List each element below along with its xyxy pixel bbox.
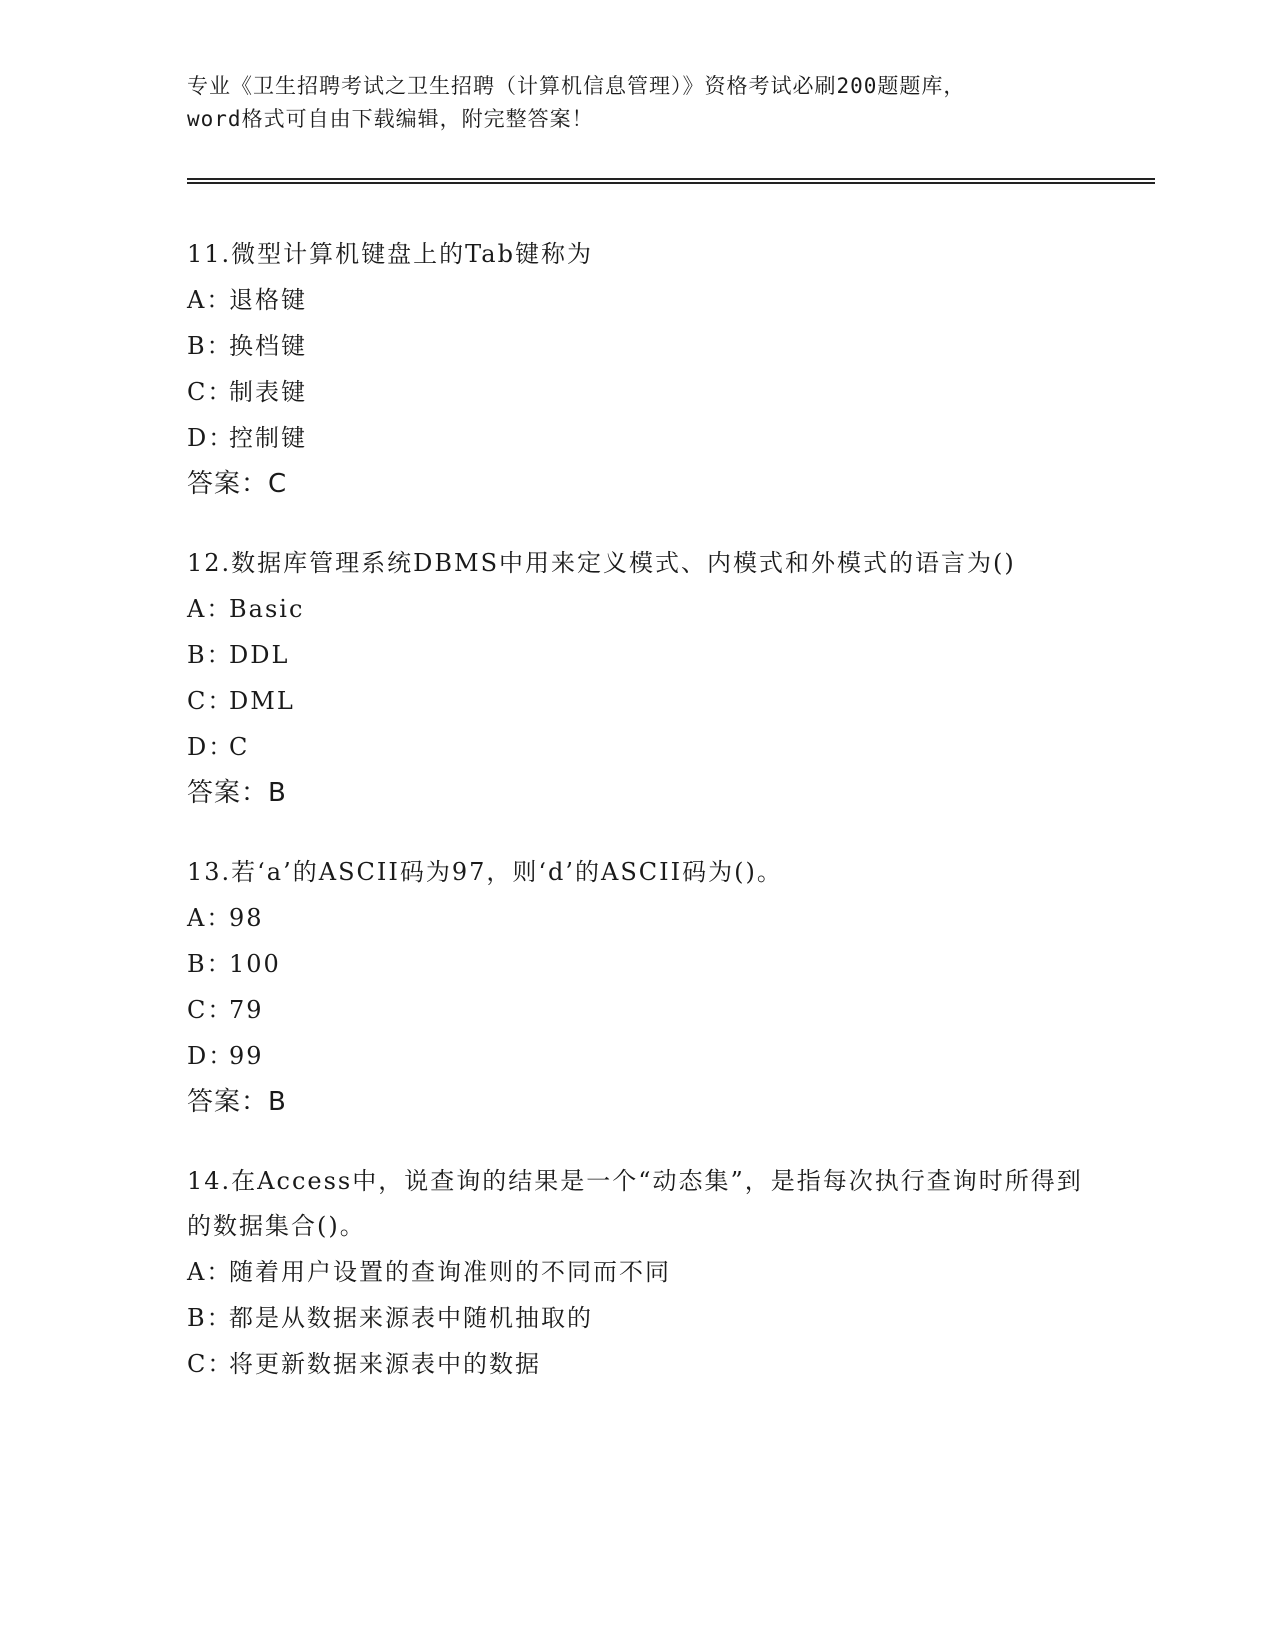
option-a <box>187 895 1087 941</box>
question-stem: 13.若‘a’的ASCII码为97，则‘d’的ASCII码为()。 <box>187 858 783 886</box>
document-header <box>187 70 1087 136</box>
option-text: 99 <box>229 1042 264 1070</box>
option-text: 换档键 <box>229 332 307 360</box>
option-text: C <box>229 733 250 761</box>
option-key: B： <box>187 1304 233 1332</box>
option-a <box>187 1249 1087 1295</box>
option-text: 将更新数据来源表中的数据 <box>229 1350 541 1378</box>
option-c <box>187 1341 1087 1387</box>
option-key: D： <box>187 424 235 452</box>
question-14 <box>187 1159 1087 1387</box>
option-b <box>187 941 1087 987</box>
option-text: Basic <box>229 595 305 623</box>
option-c <box>187 987 1087 1033</box>
option-c <box>187 369 1087 415</box>
option-text: 100 <box>229 950 281 978</box>
option-a <box>187 277 1087 323</box>
header-line-2: word格式可自由下载编辑，附完整答案！ <box>187 107 594 131</box>
option-d <box>187 724 1087 770</box>
question-stem: 11.微型计算机键盘上的Tab键称为 <box>187 240 593 268</box>
option-key: D： <box>187 733 235 761</box>
option-text: 都是从数据来源表中随机抽取的 <box>229 1304 593 1332</box>
option-key: C： <box>187 687 234 715</box>
option-b <box>187 1295 1087 1341</box>
option-b <box>187 632 1087 678</box>
option-key: A： <box>187 1258 233 1286</box>
answer-line: 答案：C <box>187 469 288 499</box>
option-key: D： <box>187 1042 235 1070</box>
question-stem: 14.在Access中，说查询的结果是一个“动态集”，是指每次执行查询时所得到的数据集合()。 <box>187 1167 1083 1240</box>
option-key: C： <box>187 378 234 406</box>
option-key: B： <box>187 641 233 669</box>
option-text: 控制键 <box>229 424 307 452</box>
question-12 <box>187 541 1087 816</box>
option-text: 79 <box>229 996 264 1024</box>
answer-line: 答案：B <box>187 778 287 808</box>
option-key: A： <box>187 904 233 932</box>
option-text: 98 <box>229 904 264 932</box>
option-text: 随着用户设置的查询准则的不同而不同 <box>229 1258 671 1286</box>
option-key: A： <box>187 286 233 314</box>
option-d <box>187 1033 1087 1079</box>
option-text: 退格键 <box>229 286 307 314</box>
question-13 <box>187 850 1087 1125</box>
option-text: DML <box>229 687 295 715</box>
option-b <box>187 323 1087 369</box>
question-11 <box>187 232 1087 507</box>
answer-line: 答案：B <box>187 1087 287 1117</box>
question-stem: 12.数据库管理系统DBMS中用来定义模式、内模式和外模式的语言为() <box>187 549 1016 577</box>
header-divider <box>187 178 1155 184</box>
option-key: C： <box>187 1350 234 1378</box>
option-text: 制表键 <box>229 378 307 406</box>
header-line-1: 专业《卫生招聘考试之卫生招聘（计算机信息管理）》资格考试必刷200题题库， <box>187 74 966 98</box>
option-key: B： <box>187 332 233 360</box>
option-text: DDL <box>229 641 290 669</box>
option-d <box>187 415 1087 461</box>
option-key: C： <box>187 996 234 1024</box>
option-c <box>187 678 1087 724</box>
option-a <box>187 586 1087 632</box>
option-key: B： <box>187 950 233 978</box>
option-key: A： <box>187 595 233 623</box>
question-list <box>187 232 1087 1421</box>
